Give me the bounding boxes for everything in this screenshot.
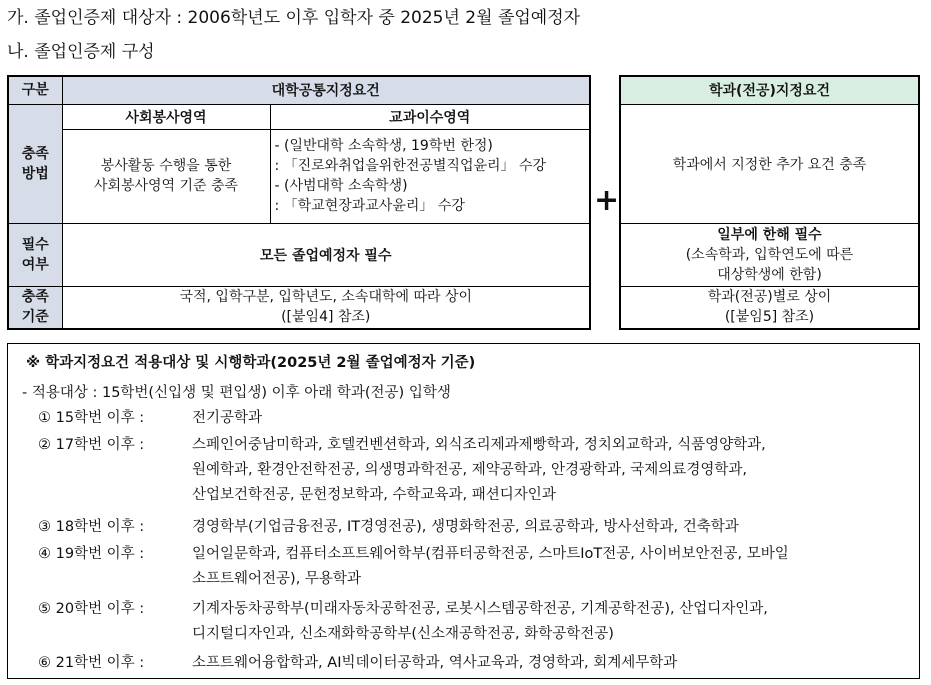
target-statement: 가. 졸업인증제 대상자 : 2006학년도 이후 입학자 중 2025년 2월 졸업예정자 <box>7 8 581 28</box>
criteria-value: 국적, 입학구분, 입학년도, 소속대학에 따라 상이 ([붙임4] 참조) <box>62 286 590 329</box>
major-requirements-table <box>619 75 920 330</box>
entry-label: ③ 18학번 이후 : <box>38 519 145 535</box>
major-requirements-title: 학과(전공)지정요건 <box>620 76 919 104</box>
common-requirements-table <box>7 75 591 330</box>
entry-line: 산업보건학전공, 문헌정보학과, 수학교육과, 패션디자인과 <box>192 487 556 503</box>
criteria-label: 충족 기준 <box>8 286 62 329</box>
entry-label: ② 17학번 이후 : <box>38 437 145 453</box>
social-service-method: 봉사활동 수행을 통한 사회봉사영역 기준 충족 <box>62 129 270 223</box>
list-item <box>38 597 768 642</box>
entry-line: 기계자동차공학부(미래자동차공학전공, 로봇시스템공학전공, 기계공학전공), 산업디자인과, <box>192 601 768 617</box>
entry-line: 일어일문학과, 컴퓨터소프트웨어학부(컴퓨터공학전공, 스마트IoT전공, 사이버보안전공, 모바일 <box>192 546 789 562</box>
list-item <box>38 651 678 676</box>
plus-icon: + <box>594 183 620 218</box>
mandatory-value: 모든 졸업예정자 필수 <box>62 223 590 286</box>
major-criteria-value: 학과(전공)별로 상이 ([붙임5] 참조) <box>620 286 919 329</box>
entry-line: 소프트웨어전공), 무용학과 <box>192 571 361 587</box>
entry-line: 원예학과, 환경안전학전공, 의생명과학전공, 제약공학과, 안경광학과, 국제의료경영학과, <box>192 462 747 478</box>
entry-label: ① 15학번 이후 : <box>38 410 145 426</box>
list-item <box>38 433 766 503</box>
entry-label: ④ 19학번 이후 : <box>38 546 145 562</box>
list-item <box>38 515 739 540</box>
notice-title: ※ 학과지정요건 적용대상 및 시행학과(2025년 2월 졸업예정자 기준) <box>26 355 476 371</box>
major-method-value: 학과에서 지정한 추가 요건 충족 <box>620 104 919 223</box>
list-item <box>38 406 263 431</box>
course-completion-header: 교과이수영역 <box>270 104 590 129</box>
entry-line: 경영학부(기업금융전공, IT경영전공), 생명화학전공, 의료공학과, 방사선학과, 건축학과 <box>192 519 739 535</box>
social-service-header: 사회봉사영역 <box>62 104 270 129</box>
department-notice-box <box>7 343 920 679</box>
common-requirements-title: 대학공통지정요건 <box>62 76 590 104</box>
notice-target: - 적용대상 : 15학번(신입생 및 편입생) 이후 아래 학과(전공) 입학생 <box>22 385 451 401</box>
entry-label: ⑥ 21학번 이후 : <box>38 655 145 671</box>
entry-line: 스페인어중남미학과, 호텔컨벤션학과, 외식조리제과제빵학과, 정치외교학과, 식품영양학과, <box>192 437 766 453</box>
fulfillment-method-label: 충족 방법 <box>8 104 62 223</box>
composition-heading: 나. 졸업인증제 구성 <box>7 42 155 62</box>
course-completion-method: - (일반대학 소속학생, 19학번 한정) : 「진로와취업을위한전공별직업윤리」 수강 - (사범대학 소속학생) : 「학교현장과교사윤리」 수강 <box>270 129 590 223</box>
list-item <box>38 542 789 587</box>
entry-line: 전기공학과 <box>192 410 263 426</box>
major-mandatory-value: 일부에 한해 필수 (소속학과, 입학연도에 따른 대상학생에 한함) <box>620 223 919 286</box>
category-header: 구분 <box>8 76 62 104</box>
mandatory-label: 필수 여부 <box>8 223 62 286</box>
entry-line: 디지털디자인과, 신소재화학공학부(신소재공학전공, 화학공학전공) <box>192 626 614 642</box>
entry-line: 소프트웨어융합학과, AI빅데이터공학과, 역사교육과, 경영학과, 회계세무학과 <box>192 655 678 671</box>
entry-label: ⑤ 20학번 이후 : <box>38 601 145 617</box>
